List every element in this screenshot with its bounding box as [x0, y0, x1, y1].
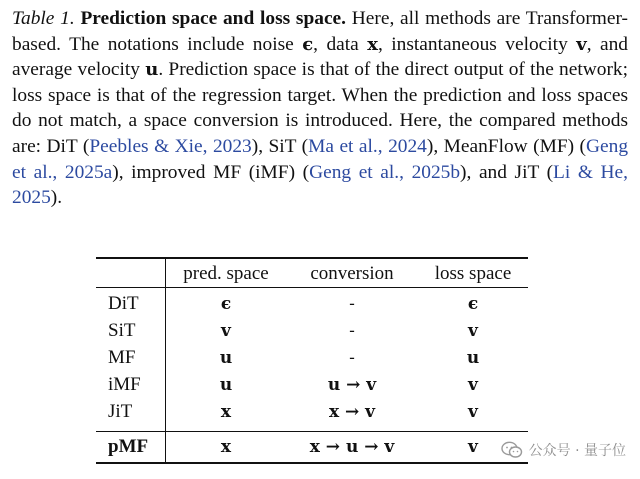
pred-space-value: x	[220, 402, 232, 422]
caption-text-7: ), MeanFlow (MF) (	[426, 135, 587, 157]
conversion-value: -	[349, 294, 355, 314]
pred-space-value: u	[219, 375, 233, 395]
wechat-icon	[501, 441, 523, 459]
loss-space-value: v	[468, 402, 478, 422]
caption-text-6: ), SiT (	[251, 135, 309, 157]
conversion-value: -	[349, 348, 355, 368]
caption-text-8: ), improved MF (iMF) (	[112, 161, 310, 183]
symbol-data: x	[367, 33, 378, 55]
caption-text-4: , and average velocity	[12, 33, 629, 81]
symbol-instantaneous-velocity: v	[576, 33, 587, 55]
method-name: pMF	[108, 436, 149, 457]
table-caption	[12, 6, 628, 211]
method-name: SiT	[108, 320, 136, 341]
table-separator-rule	[96, 431, 528, 432]
method-name: DiT	[108, 293, 139, 314]
citation-link-geng-b[interactable]: Geng et al., 2025b	[309, 161, 461, 183]
watermark	[501, 440, 626, 460]
citation-link-geng-a[interactable]: Geng et al., 2025a	[12, 135, 629, 183]
pred-space-value: v	[221, 321, 231, 341]
conversion-value: x → u → v	[309, 437, 395, 457]
method-name: MF	[108, 347, 136, 368]
loss-space-value: ϵ	[467, 294, 479, 314]
method-name: JiT	[108, 401, 133, 422]
citation-link-peebles[interactable]: Peebles & Xie, 2023	[89, 135, 252, 157]
header-conversion: conversion	[310, 263, 394, 284]
conversion-value: -	[349, 321, 355, 341]
loss-space-value: v	[468, 375, 478, 395]
loss-space-value: v	[468, 437, 478, 457]
caption-title: Prediction space and loss space.	[80, 8, 347, 29]
caption-text-3: , instantaneous velocity	[377, 33, 577, 55]
conversion-value: u → v	[327, 375, 377, 395]
table-vertical-rule	[165, 257, 166, 464]
caption-text-5: . Prediction space is that of the direct output of the network; loss space is that of the regression target. When the prediction and loss spaces do not match, a space conversion is introduced. Here, the compared methods are: DiT (	[12, 59, 628, 157]
header-loss-space: loss space	[434, 263, 512, 284]
table-bottom-rule	[96, 462, 528, 464]
caption-label: Table 1.	[12, 8, 75, 29]
table-header-rule	[96, 287, 528, 288]
header-pred-space: pred. space	[183, 263, 269, 284]
loss-space-value: v	[468, 321, 478, 341]
citation-link-li-he[interactable]: Li & He, 2025	[12, 161, 628, 209]
symbol-average-velocity: u	[145, 59, 159, 81]
caption-text-2: , data	[313, 33, 368, 55]
pred-space-value: x	[220, 437, 232, 457]
pred-space-value: ϵ	[220, 294, 232, 314]
citation-link-ma[interactable]: Ma et al., 2024	[308, 135, 427, 157]
caption-text-9: ), and JiT (	[460, 161, 554, 183]
symbol-noise: ϵ	[302, 33, 314, 55]
conversion-value: x → v	[328, 402, 376, 422]
method-name: iMF	[108, 374, 141, 395]
table-top-rule	[96, 257, 528, 259]
watermark-text: 公众号 · 量子位	[528, 443, 626, 459]
pred-space-value: u	[219, 348, 233, 368]
caption-text-1: Here, all methods are Transformer-based. The notations include noise	[12, 8, 628, 55]
loss-space-value: u	[466, 348, 480, 368]
caption-text-10: ).	[50, 187, 63, 209]
